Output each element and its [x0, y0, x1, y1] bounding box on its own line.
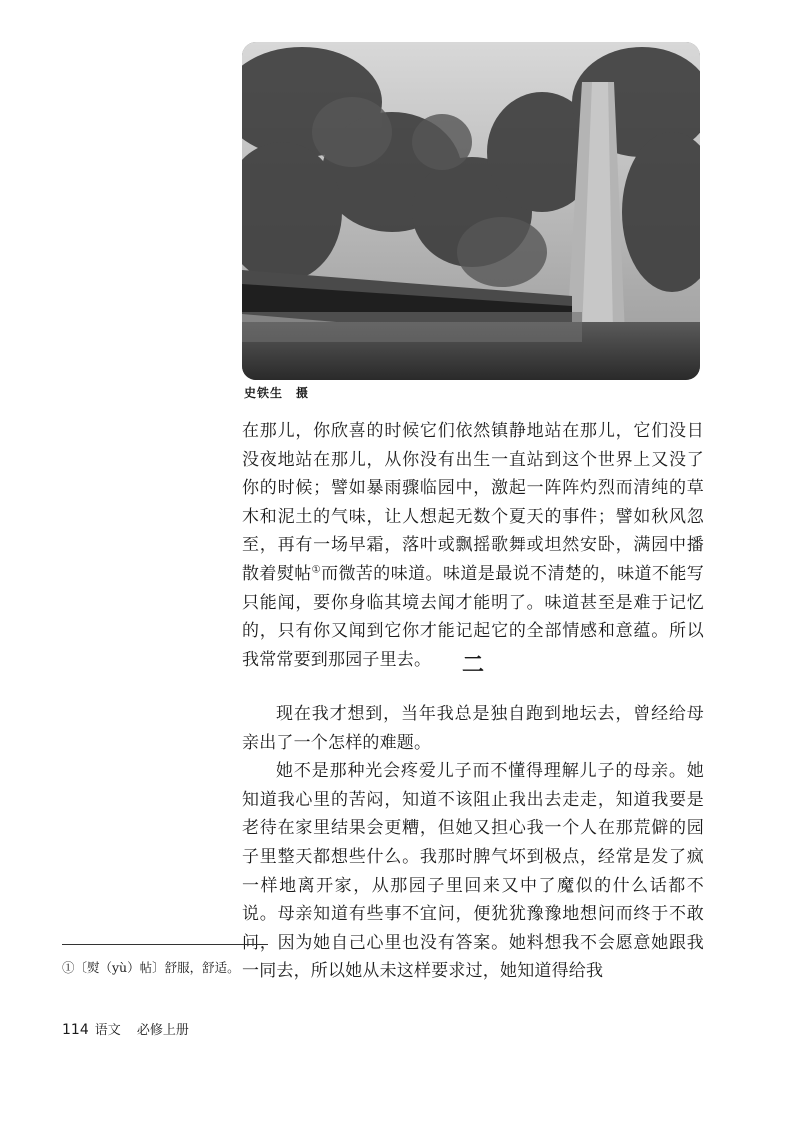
footnote-divider — [62, 944, 268, 945]
paragraph-continued-start: 在那儿，你欣喜的时候它们依然镇静地站在那儿，它们没日没夜地站在那儿，从你没有出生一直站到这个世界上又没了你的时候；譬如暴雨骤临园中，激起一阵阵灼烈而清纯的草木和泥土的气味，让人想起无数个夏天的事件；譬如秋风忽至，再有一场早霜，落叶或飘摇歌舞或坦然安卧，满园中播散着熨帖 — [242, 421, 704, 584]
page-number: 114 — [62, 1022, 89, 1038]
paragraph-1: 现在我才想到，当年我总是独自跑到地坛去，曾经给母亲出了一个怎样的难题。 — [242, 704, 704, 753]
footnote: ①〔熨（yù）帖〕舒服，舒适。 — [62, 960, 240, 975]
page-footer — [62, 1019, 189, 1038]
body-text-part-1 — [242, 417, 704, 674]
book-volume: 必修上册 — [136, 1023, 189, 1038]
paragraph-continued — [242, 417, 704, 674]
footnote-marker: ① — [311, 564, 322, 576]
photo-ditan-park — [242, 42, 700, 380]
body-text-part-2 — [242, 700, 704, 986]
paragraph-2: 她不是那种光会疼爱儿子而不懂得理解儿子的母亲。她知道我心里的苦闷，知道不该阻止我出去走走，知道我要是老待在家里结果会更糟，但她又担心我一个人在那荒僻的园子里整天都想些什么。我那时脾气坏到极点，经常是发了疯一样地离开家，从那园子里回来又中了魔似的什么话都不说。母亲知道有些事不宜问，便犹犹豫豫地想问而终于不敢问，因为她自己心里也没有答案。她料想我不会愿意她跟我一同去，所以她从未这样要求过，她知道得给我 — [242, 761, 704, 982]
photo-caption: 史铁生 摄 — [244, 386, 310, 400]
book-subject: 语文 — [94, 1023, 121, 1038]
footer-spacer — [127, 1023, 131, 1038]
section-number: 二 — [461, 653, 484, 678]
paragraph-continued-end: 而微苦的味道。味道是最说不清楚的，味道不能写只能闻，要你身临其境去闻才能明了。味道甚至是难于记忆的，只有你又闻到它你才能记起它的全部情感和意蕴。所以我常常要到那园子里去。 — [242, 563, 704, 670]
